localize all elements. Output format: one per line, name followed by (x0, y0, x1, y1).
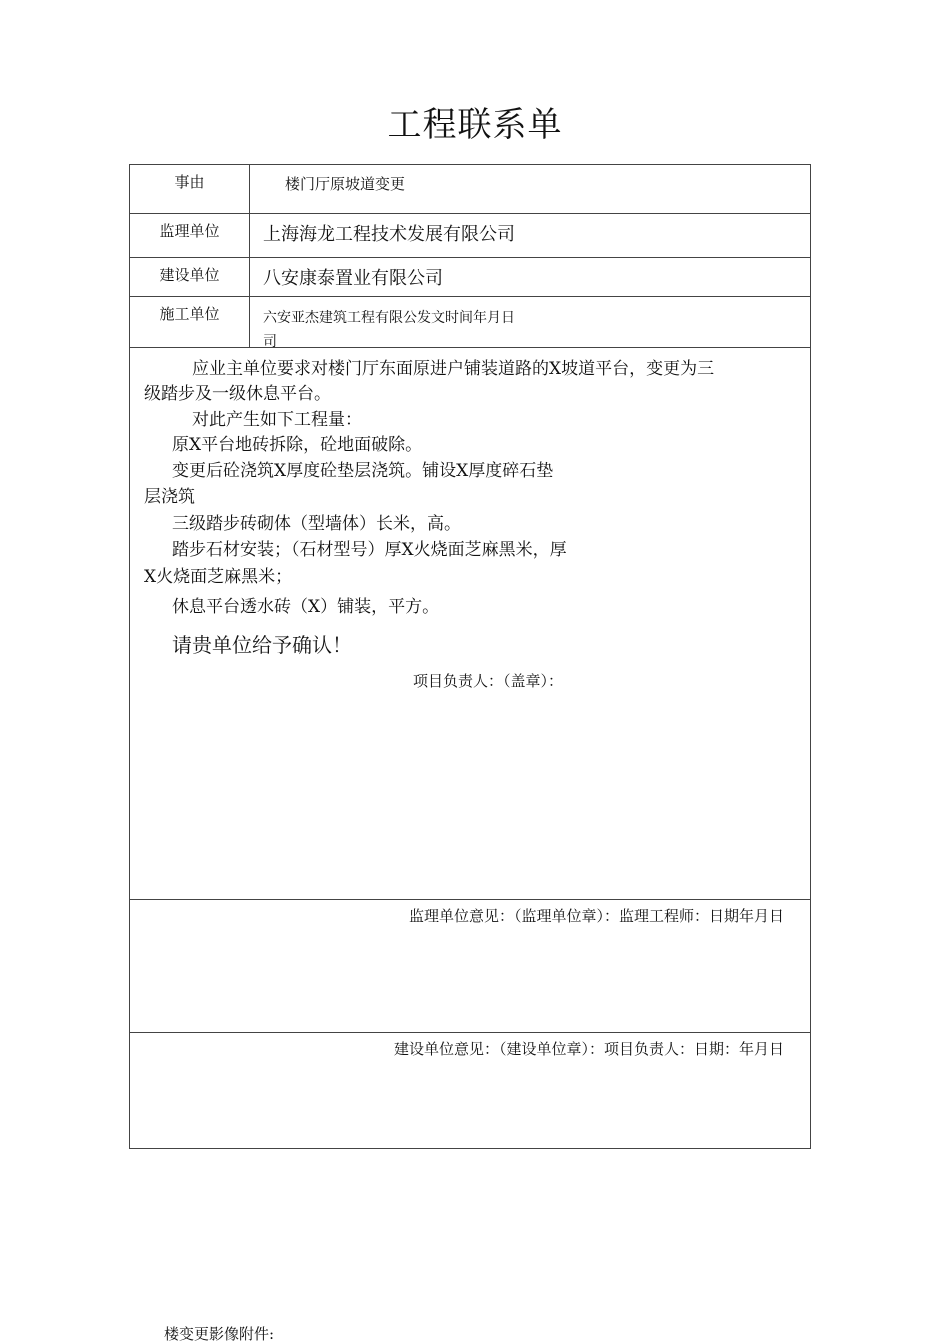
row-supervision-opinion (130, 900, 810, 1033)
value-contractor-line2: 司 (263, 334, 277, 350)
content-line: 踏步石材安装；（石材型号）厚X火烧面芝麻黑米，厚 (172, 540, 567, 560)
row-supervisor (130, 214, 810, 258)
row-developer (130, 258, 810, 297)
value-supervisor: 上海海龙工程技术发展有限公司 (263, 224, 515, 245)
content-line: X火烧面芝麻黑米； (144, 567, 293, 587)
content-line: 应业主单位要求对楼门厅东面原进户铺装道路的X坡道平台，变更为三 (192, 359, 715, 379)
label-contractor: 施工单位 (130, 297, 250, 347)
row-subject (130, 165, 810, 214)
content-line: 休息平台透水砖（X）铺装，平方。 (172, 597, 440, 617)
row-contractor (130, 297, 810, 348)
page-title: 工程联系单 (387, 105, 563, 145)
content-line: 层浇筑 (144, 487, 195, 507)
row-content (130, 348, 810, 900)
label-supervisor: 监理单位 (130, 214, 250, 257)
label-developer: 建设单位 (130, 258, 250, 296)
supervision-opinion-text: 监理单位意见：（监理单位章）：监理工程师：日期年月日 (408, 907, 784, 925)
value-developer: 八安康泰置业有限公司 (263, 268, 443, 289)
value-contractor-line1: 六安亚杰建筑工程有限公发文时间年月日 (263, 310, 515, 326)
content-line: 级踏步及一级休息平台。 (144, 384, 331, 404)
value-contractor (263, 306, 802, 354)
content-line: 三级踏步砖砌体（型墙体）长米，高。 (172, 514, 461, 534)
content-line: 对此产生如下工程量： (192, 410, 362, 430)
construction-opinion-text: 建设单位意见：（建设单位章）：项目负责人：日期：年月日 (393, 1040, 784, 1058)
attachment-label: 楼变更影像附件: (164, 1325, 275, 1343)
label-subject: 事由 (130, 165, 250, 213)
confirm-text: 请贵单位给予确认！ (172, 633, 352, 657)
row-construction-opinion (130, 1033, 810, 1150)
content-line: 原X平台地砖拆除，砼地面破除。 (172, 435, 423, 455)
contact-form-table (129, 164, 811, 1149)
content-line: 变更后砼浇筑X厚度砼垫层浇筑。铺设X厚度碎石垫 (172, 461, 554, 481)
value-subject: 楼门厅原坡道变更 (285, 175, 406, 193)
project-leader-signature: 项目负责人：（盖章）： (413, 672, 564, 690)
